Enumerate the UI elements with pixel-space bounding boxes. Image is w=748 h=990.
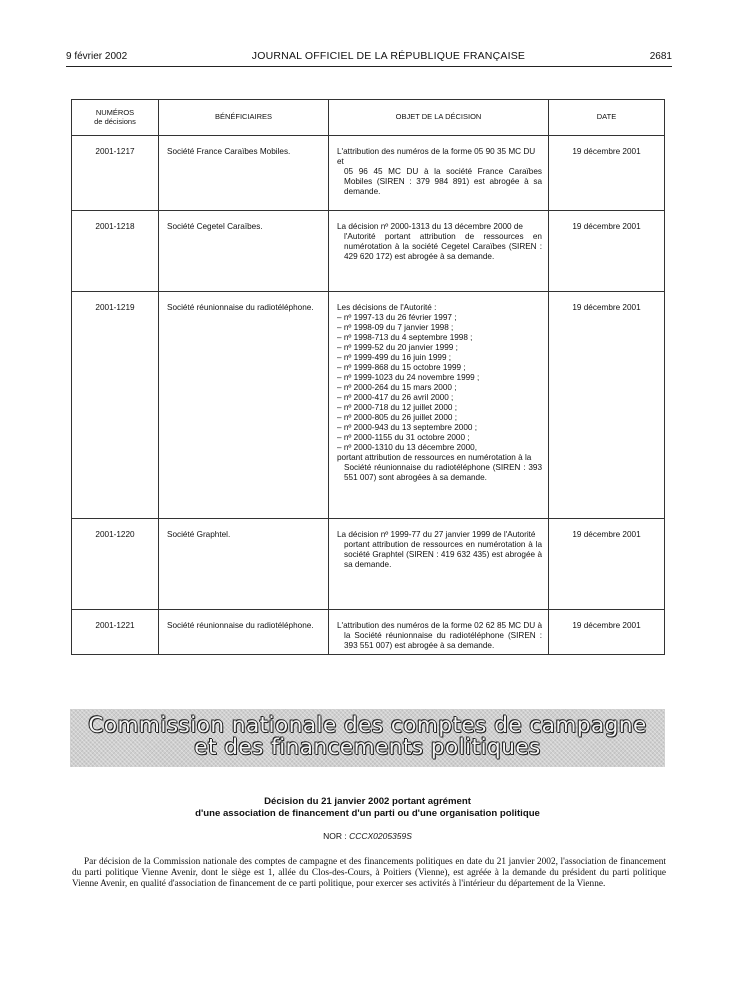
journal-title: JOURNAL OFFICIEL DE LA RÉPUBLIQUE FRANÇAISE [251, 50, 526, 62]
objet-intro: Les décisions de l'Autorité : [337, 303, 437, 312]
decision-body-text: Par décision de la Commission nationale des comptes de campagne et des financements politiques en date du 21 janvier 2002, l'association de financement du parti politique Vienne Avenir, dont le siège est 1, allée du Clos-des-Cours, à Poitiers (Vienne), est agréée à la demande du président du parti politique Vienne Avenir, en qualité d'association de financement de ce parti politique, pour exercer ses activités à l'intérieur du département de la Vienne. [72, 857, 666, 890]
banner-line-2: et des financements politiques [194, 735, 541, 760]
decision-reference-item: – nº 1999-499 du 16 juin 1999 ; [337, 353, 452, 362]
decision-reference-item: – nº 2000-1155 du 31 octobre 2000 ; [337, 433, 470, 442]
objet-continuation: la Société réunionnaise du radiotéléphone (SIREN : 393 551 007) est abrogée à sa demande. [344, 631, 542, 650]
objet-continuation: portant attribution de ressources en numérotation à la société Graphtel (SIREN : 419 632 435) est abrogée à sa demande. [344, 540, 542, 569]
column-header-objet: OBJET DE LA DÉCISION [329, 100, 549, 136]
cell-numero: 2001-1221 [72, 610, 159, 655]
objet-continuation: l'Autorité portant attribution de ressources en numérotation à la société Cegetel Caraïbes (SIREN : 429 620 172) est abrogée à sa demande. [344, 232, 542, 261]
decision-reference-item: – nº 1999-52 du 20 janvier 1999 ; [337, 343, 458, 352]
cell-beneficiaire: Société réunionnaise du radiotéléphone. [159, 292, 329, 519]
decision-reference-item: – nº 2000-943 du 13 septembre 2000 ; [337, 423, 478, 432]
cell-date: 19 décembre 2001 [549, 519, 665, 610]
decision-reference-item: – nº 2000-417 du 26 avril 2000 ; [337, 393, 454, 402]
decision-reference-item: – nº 2000-264 du 15 mars 2000 ; [337, 383, 457, 392]
nor-code: CCCX0205359S [349, 831, 412, 841]
objet-first-line: L'attribution des numéros de la forme 05 90 35 MC DU et [337, 147, 536, 166]
decision-title-line-1: Décision du 21 janvier 2002 portant agrément [264, 796, 471, 807]
page-header [66, 48, 672, 64]
cell-objet [329, 610, 549, 655]
decision-reference-list [337, 313, 542, 453]
cell-numero: 2001-1218 [72, 211, 159, 292]
decision-reference-item: – nº 1999-868 du 15 octobre 1999 ; [337, 363, 466, 372]
column-header-numeros [72, 100, 159, 136]
cell-objet [329, 292, 549, 519]
nor-reference [70, 831, 665, 841]
header-date: 9 février 2002 [66, 50, 128, 62]
cell-objet [329, 136, 549, 211]
cell-numero: 2001-1220 [72, 519, 159, 610]
decision-title [70, 796, 665, 819]
cell-objet [329, 519, 549, 610]
column-header-numeros-line2: de décisions [94, 116, 136, 126]
table-row [72, 610, 665, 655]
page-number: 2681 [649, 50, 672, 62]
cell-date: 19 décembre 2001 [549, 292, 665, 519]
decision-reference-item: – nº 2000-1310 du 13 décembre 2000, [337, 443, 478, 452]
objet-first-line: portant attribution de ressources en numérotation à la [337, 453, 532, 462]
table-row [72, 136, 665, 211]
nor-label: NOR : [323, 831, 347, 841]
column-header-numeros-line1: NUMÉROS [95, 108, 135, 117]
objet-first-line: La décision nº 2000-1313 du 13 décembre 2000 de [337, 222, 523, 231]
table-row [72, 211, 665, 292]
banner-line-1: Commission nationale des comptes de campagne [88, 713, 647, 738]
cell-date: 19 décembre 2001 [549, 211, 665, 292]
decision-reference-item: – nº 1999-1023 du 24 novembre 1999 ; [337, 373, 480, 382]
cell-beneficiaire: Société Cegetel Caraïbes. [159, 211, 329, 292]
decisions-table [71, 99, 665, 655]
header-rule [66, 66, 672, 67]
cell-numero: 2001-1219 [72, 292, 159, 519]
decision-reference-item: – nº 1997-13 du 26 février 1997 ; [337, 313, 457, 322]
table-header-row [72, 100, 665, 136]
cell-beneficiaire: Société France Caraïbes Mobiles. [159, 136, 329, 211]
cell-beneficiaire: Société Graphtel. [159, 519, 329, 610]
decision-reference-item: – nº 1998-09 du 7 janvier 1998 ; [337, 323, 454, 332]
objet-first-line: La décision nº 1999-77 du 27 janvier 1999 de l'Autorité [337, 530, 536, 539]
section-banner [70, 709, 665, 767]
cell-objet [329, 211, 549, 292]
decision-reference-item: – nº 2000-718 du 12 juillet 2000 ; [337, 403, 457, 412]
column-header-beneficiaires: BÉNÉFICIAIRES [159, 100, 329, 136]
objet-continuation: Société réunionnaise du radiotéléphone (SIREN : 393 551 007) sont abrogées à sa demande. [344, 463, 542, 482]
table-row [72, 292, 665, 519]
decision-title-line-2: d'une association de financement d'un parti ou d'une organisation politique [195, 807, 540, 819]
cell-beneficiaire: Société réunionnaise du radiotéléphone. [159, 610, 329, 655]
cell-date: 19 décembre 2001 [549, 136, 665, 211]
decision-reference-item: – nº 1998-713 du 4 septembre 1998 ; [337, 333, 473, 342]
cell-numero: 2001-1217 [72, 136, 159, 211]
objet-continuation: 05 96 45 MC DU à la société France Caraïbes Mobiles (SIREN : 379 984 891) est abrogée à sa demande. [344, 167, 542, 196]
column-header-date: DATE [549, 100, 665, 136]
table-row [72, 519, 665, 610]
cell-date: 19 décembre 2001 [549, 610, 665, 655]
decision-reference-item: – nº 2000-805 du 26 juillet 2000 ; [337, 413, 457, 422]
objet-first-line: L'attribution des numéros de la forme 02 62 85 MC DU à [337, 621, 542, 630]
